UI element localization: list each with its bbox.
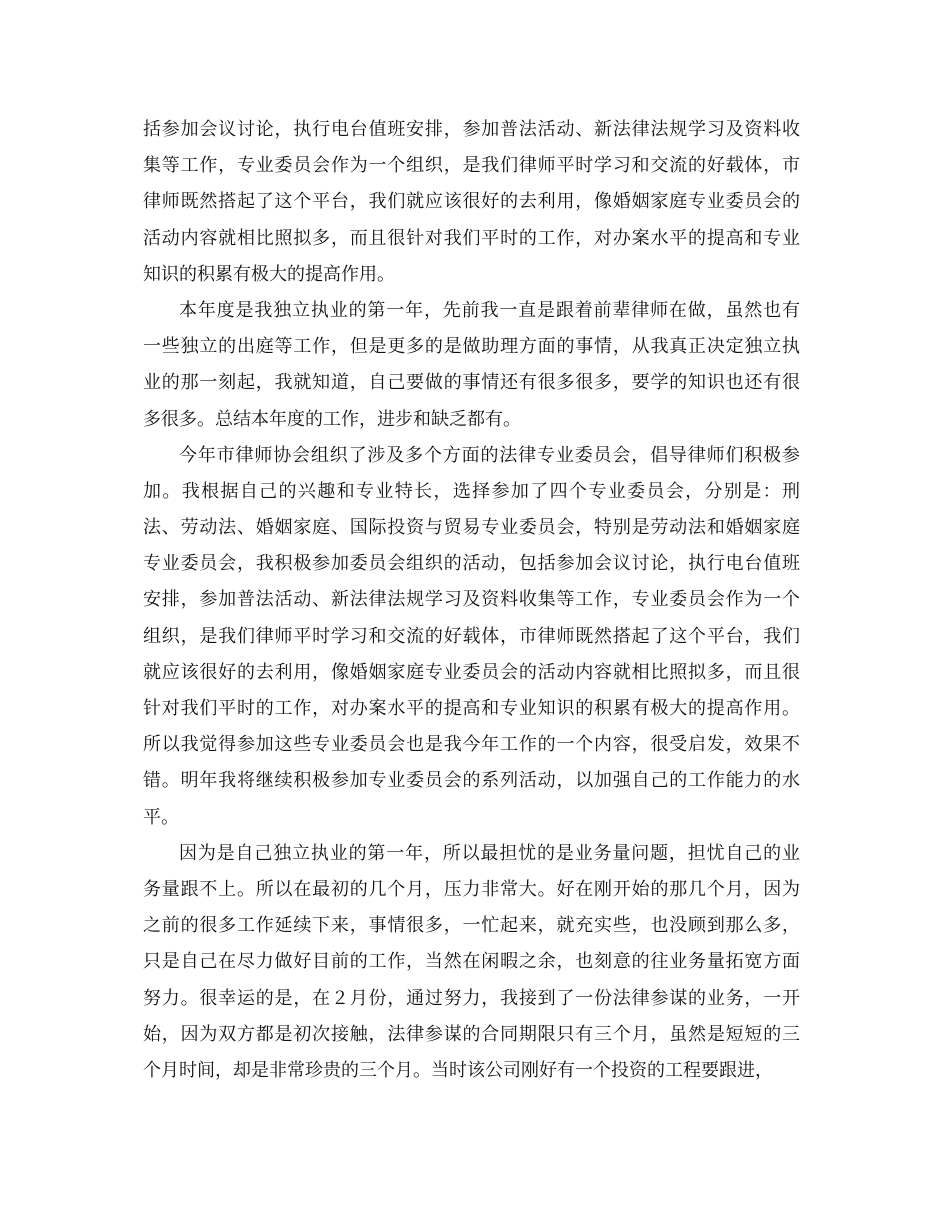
text-line: 集等工作，专业委员会作为一个组织，是我们律师平时学习和交流的好载体，市 — [143, 155, 800, 177]
text-line: 只是自己在尽力做好目前的工作，当然在闲暇之余，也刻意的往业务量拓宽方面 — [143, 951, 800, 973]
text-line: 法、劳动法、婚姻家庭、国际投资与贸易专业委员会，特别是劳动法和婚姻家庭 — [143, 517, 800, 539]
text-line: 知识的积累有极大的提高作用。 — [143, 263, 395, 285]
text-line: 务量跟不上。所以在最初的几个月，压力非常大。好在刚开始的那几个月，因为 — [143, 878, 800, 900]
text-line: 今年市律师协会组织了涉及多个方面的法律专业委员会，倡导律师们积极参 — [179, 444, 800, 466]
text-line: 多很多。总结本年度的工作，进步和缺乏都有。 — [143, 408, 521, 430]
text-line: 加。我根据自己的兴趣和专业特长，选择参加了四个专业委员会，分别是：刑 — [143, 480, 800, 502]
text-line: 始，因为双方都是初次接触，法律参谋的合同期限只有三个月，虽然是短短的三 — [143, 1023, 800, 1045]
text-line: 错。明年我将继续积极参加专业委员会的系列活动，以加强自己的工作能力的水 — [143, 770, 800, 792]
text-line: 个月时间，却是非常珍贵的三个月。当时该公司刚好有一个投资的工程要跟进， — [143, 1059, 773, 1081]
text-line: 平。 — [143, 806, 179, 828]
document-body — [143, 112, 800, 1089]
text-line: 活动内容就相比照拟多，而且很针对我们平时的工作，对办案水平的提高和专业 — [143, 227, 800, 249]
text-line: 因为是自己独立执业的第一年，所以最担忧的是业务量问题，担忧自己的业 — [179, 842, 800, 864]
text-line: 就应该很好的去利用，像婚姻家庭专业委员会的活动内容就相比照拟多，而且很 — [143, 661, 800, 683]
text-line: 安排，参加普法活动、新法律法规学习及资料收集等工作，专业委员会作为一个 — [143, 589, 800, 611]
paragraph — [143, 112, 800, 293]
text-line: 针对我们平时的工作，对办案水平的提高和专业知识的积累有极大的提高作用。 — [143, 698, 800, 719]
text-line: 所以我觉得参加这些专业委员会也是我今年工作的一个内容，很受启发，效果不 — [143, 734, 800, 756]
text-line: 专业委员会，我积极参加委员会组织的活动，包括参加会议讨论，执行电台值班 — [143, 553, 800, 575]
text-line: 之前的很多工作延续下来，事情很多，一忙起来，就充实些，也没顾到那么多， — [143, 915, 800, 937]
text-line: 律师既然搭起了这个平台，我们就应该很好的去利用，像婚姻家庭专业委员会的 — [143, 191, 800, 213]
text-line: 本年度是我独立执业的第一年，先前我一直是跟着前辈律师在做，虽然也有 — [179, 299, 800, 321]
text-line: 业的那一刻起，我就知道，自己要做的事情还有很多很多，要学的知识也还有很 — [143, 372, 800, 394]
text-line: 括参加会议讨论，执行电台值班安排，参加普法活动、新法律法规学习及资料收 — [143, 119, 800, 140]
text-line: 组织，是我们律师平时学习和交流的好载体，市律师既然搭起了这个平台，我们 — [143, 625, 800, 647]
paragraph — [143, 438, 800, 836]
text-line: 努力。很幸运的是，在２月份，通过努力，我接到了一份法律参谋的业务，一开 — [143, 987, 800, 1009]
text-line: 一些独立的出庭等工作，但是更多的是做助理方面的事情，从我真正决定独立执 — [143, 336, 800, 358]
paragraph — [143, 293, 800, 438]
paragraph — [143, 836, 800, 1089]
